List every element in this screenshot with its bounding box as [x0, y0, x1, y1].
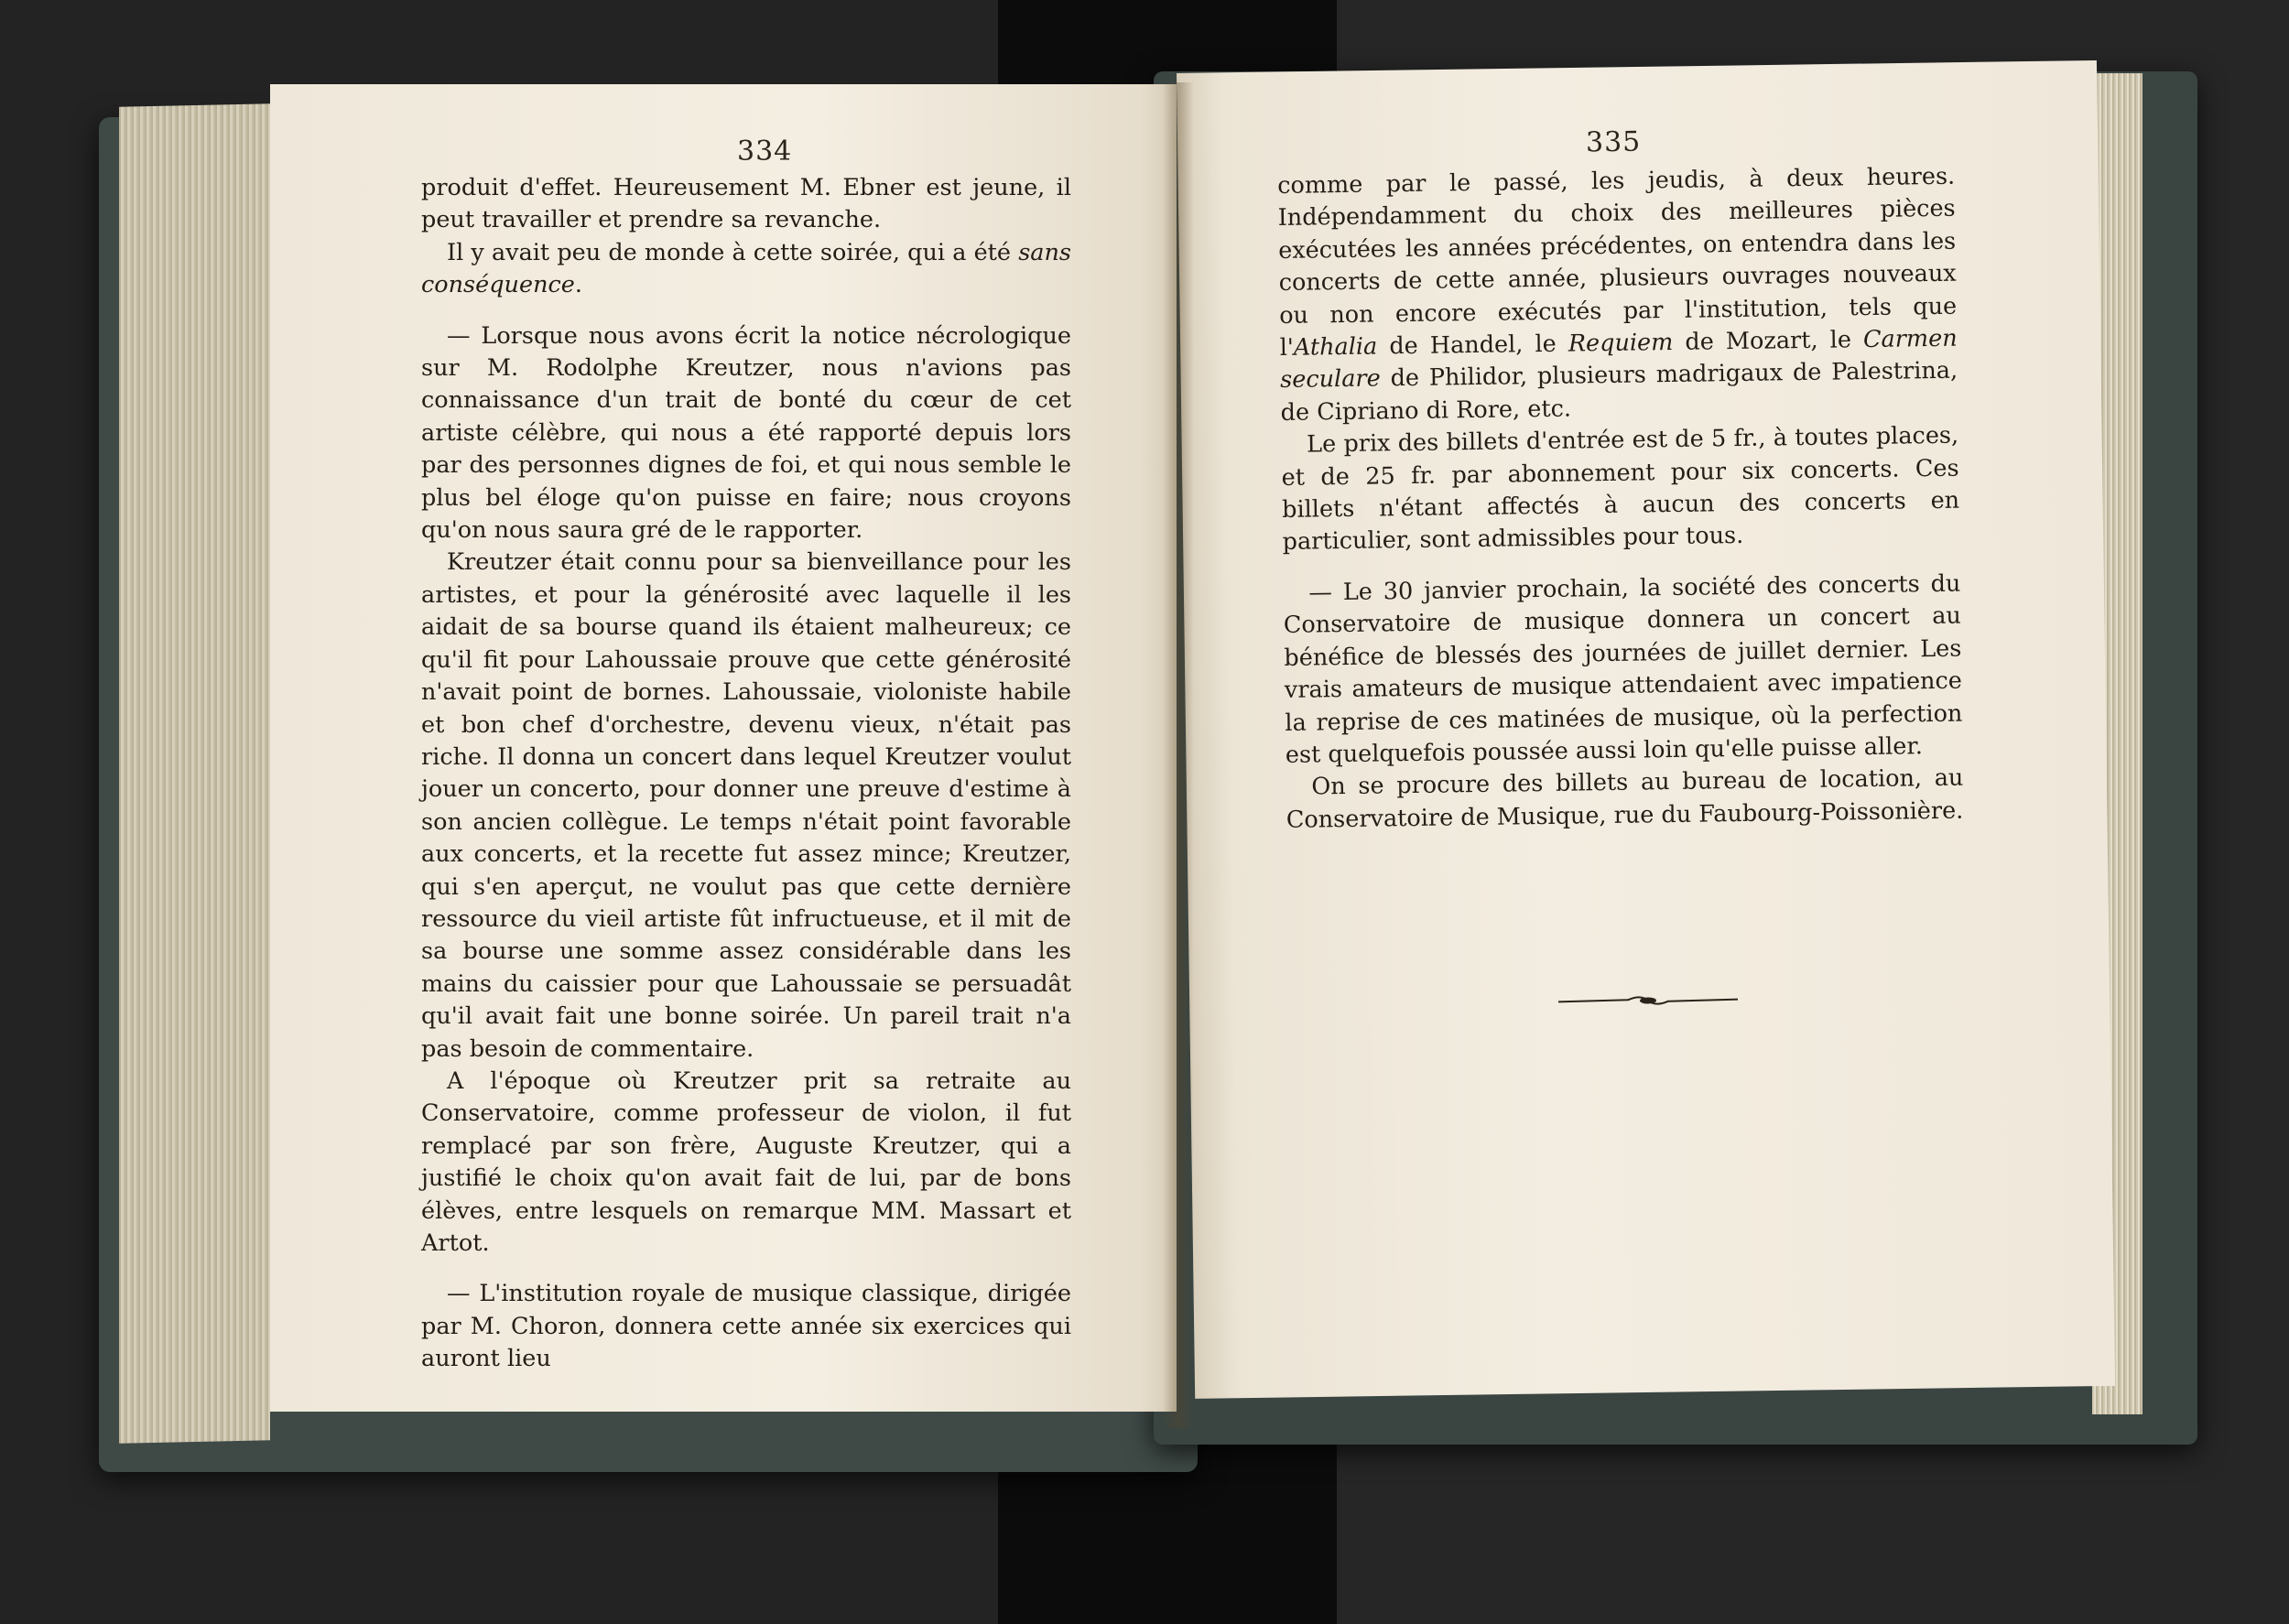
left-page-text — [421, 172, 1071, 1376]
paragraph: Il y avait peu de monde à cette soirée, qui a été sans conséquence. — [421, 238, 1071, 299]
right-page-text — [1277, 161, 1964, 837]
italic-title: Athalia — [1293, 332, 1378, 362]
page-edges-left — [119, 103, 270, 1443]
paragraph: Le prix des billets d'entrée est de 5 fr., à toutes places, et de 25 fr. par abonnement pour six concerts. Ces billets n'étant affectés à aucun des concerts en particulier, sont admissibles pour tous. — [1281, 421, 1960, 557]
italic-title: Carmen seculare — [1279, 324, 1958, 395]
book-gutter — [1163, 82, 1194, 1428]
paragraph: comme par le passé, les jeudis, à deux heures. Indépendamment du choix des meilleures pièces exécutées les années précédentes, on entendra dans les concerts de cette année, plusieurs ouvrages nouveaux ou non encore exécutés par l'institution, tels que l'Athalia de Handel, le Requiem de Mozart, le Carmen seculare de Philidor, plusieurs madrigaux de Palestrina, de Cipriano di Rore, etc. — [1277, 162, 1958, 427]
ornament-divider — [1557, 991, 1740, 1012]
paragraph: A l'époque où Kreutzer prit sa retraite au Conservatoire, comme professeur de violon, il fut remplacé par son frère, Auguste Kreutzer, qui a justifié le choix qu'on avait fait de lui, par de bons élèves, entre lesquels on remarque MM. Massart et Artot. — [421, 1066, 1071, 1257]
paragraph: — L'institution royale de musique classique, dirigée par M. Choron, donnera cette année six exercices qui auront lieu — [421, 1280, 1071, 1373]
paragraph: produit d'effet. Heureusement M. Ebner est jeune, il peut travailler et prendre sa revanche. — [421, 174, 1071, 234]
italic-phrase: sans conséquence — [421, 238, 1071, 299]
paragraph: — Le 30 janvier prochain, la société des concerts du Conservatoire de musique donnera un concert au bénéfice de blessés des journées de juillet dernier. Les vrais amateurs de musique attendaient avec impatience la reprise de ces matinées de musique, où la perfection est quelquefois poussée aussi loin qu'elle puisse aller. — [1283, 569, 1963, 769]
italic-title: Requiem — [1568, 329, 1674, 358]
page-number-left: 334 — [737, 135, 793, 168]
page-number-right: 335 — [1585, 125, 1642, 159]
paragraph: On se procure des billets au bureau de location, au Conservatoire de Musique, rue du Faubourg-Poissonière. — [1286, 763, 1964, 834]
paragraph: — Lorsque nous avons écrit la notice nécrologique sur M. Rodolphe Kreutzer, nous n'avions pas connaissance d'un trait de bonté du cœur de cet artiste célèbre, qui nous a été rapporté depuis lors par des personnes dignes de foi, et qui nous semble le plus bel éloge qu'on puisse en faire; nous croyons qu'on nous saura gré de le rapporter. — [421, 321, 1071, 545]
paragraph: Kreutzer était connu pour sa bienveillance pour les artistes, et pour la générosité avec laquelle il les aidait de sa bourse quand ils étaient malheureux; ce qu'il fit pour Lahoussaie prouve que cette générosité n'avait point de bornes. Lahoussaie, violoniste habile et bon chef d'orchestre, devenu vieux, n'était pas riche. Il donna un concert dans lequel Kreutzer voulut jouer un concerto, pour donner une preuve d'estime à son ancien collègue. Le temps n'était point favorable aux concerts, et la recette fut assez mince; Kreutzer, qui s'en aperçut, ne voulut pas que cette dernière ressource du vieil artiste fût infructueuse, et il mit de sa bourse une somme assez considérable dans les mains du caissier pour que Lahoussaie se persuadât qu'il avait fait une bonne soirée. Un pareil trait n'a pas besoin de commentaire. — [421, 548, 1071, 1063]
